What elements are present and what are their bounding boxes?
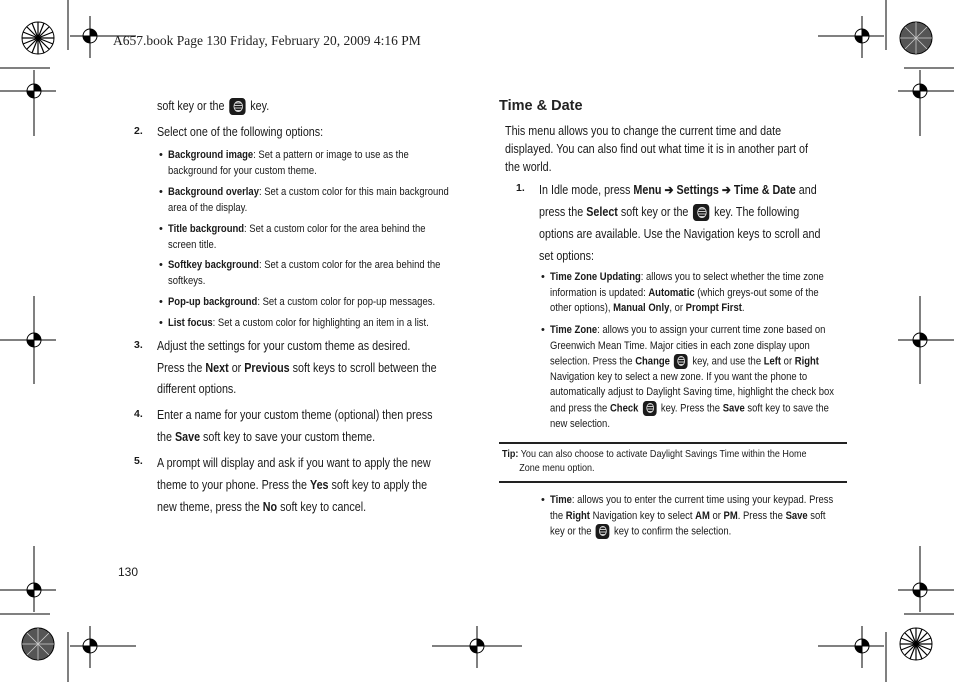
step-number: 4.: [134, 408, 143, 420]
step-number: 5.: [134, 455, 143, 467]
intro-post-text: key.: [250, 99, 270, 113]
option-time-zone-updating: • Time Zone Updating: allows you to select whether the time zone information is updated: Automatic (which greys-out some of the other options), Manual Only, or Prompt First.: [541, 271, 824, 314]
step-text: Select one of the following options:: [157, 125, 324, 139]
step-number: 3.: [134, 339, 143, 351]
option-item: • Background image: Set a pattern or image to use as the background for your custom theme.: [159, 149, 409, 177]
option-item: • Title background: Set a custom color for the area behind the screen title.: [159, 223, 426, 251]
menu-key-icon: [693, 204, 709, 221]
option-time-zone: • Time Zone: allows you to assign your current time zone based on Greenwich Mean Time. Major cities in each zone display upon selection. Press the Change key, and use the Left or Right Navigation key to select a new zone. If you want the phone to automatically adjust to Daylight Saving time, highlight the check box and press the Check key. Press the Save soft key to save the new selection.: [541, 324, 834, 430]
intro-pre-text: soft key or the: [157, 99, 225, 113]
section-title: Time & Date: [499, 98, 583, 114]
option-time: • Time: allows you to enter the current time using your keypad. Press the Right Navigation key to select AM or PM. Press the Save soft key or the key to confirm the selection.: [541, 494, 834, 538]
print-header: A657.book Page 130 Friday, February 20, 2009 4:16 PM: [113, 33, 421, 48]
tip-top-rule: [499, 442, 847, 444]
option-item: • Pop-up background: Set a custom color for pop-up messages.: [159, 296, 436, 308]
menu-key-icon: [596, 524, 610, 539]
tip-bottom-rule: [499, 481, 847, 483]
step-number: 2.: [134, 125, 143, 137]
page-number: 130: [118, 565, 139, 579]
option-item: • List focus: Set a custom color for highlighting an item in a list.: [159, 317, 429, 329]
menu-key-icon: [674, 354, 688, 369]
option-item: • Background overlay: Set a custom color for this main background area of the display.: [159, 186, 449, 214]
option-item: • Softkey background: Set a custom color for the area behind the softkeys.: [159, 259, 441, 287]
intro-line: [157, 97, 287, 115]
step-text: Enter a name for your custom theme (optional) then press the Save soft key to save your custom theme.: [157, 408, 433, 444]
step-text: Adjust the settings for your custom theme as desired. Press the Next or Previous soft keys to scroll between the different options.: [157, 339, 437, 396]
step-number: 1.: [516, 182, 525, 194]
section-intro: This menu allows you to change the current time and date displayed. You can also find out what time it is in another part of the world.: [505, 124, 808, 174]
step-text: In Idle mode, press Menu ➔ Settings ➔ Time & Date and press the Select soft key or the key. The following options are available. Use the Navigation keys to scroll and set options:: [539, 183, 821, 263]
menu-key-icon: [643, 401, 657, 416]
tip-box: Tip: You can also choose to activate Daylight Savings Time within the Home Zone menu option.: [502, 448, 807, 474]
menu-key-icon: [229, 98, 245, 115]
tip-label: Tip:: [502, 448, 519, 460]
step-text: A prompt will display and ask if you want to apply the new theme to your phone. Press the Yes soft key to apply the new theme, press the No soft key to cancel.: [157, 456, 431, 514]
